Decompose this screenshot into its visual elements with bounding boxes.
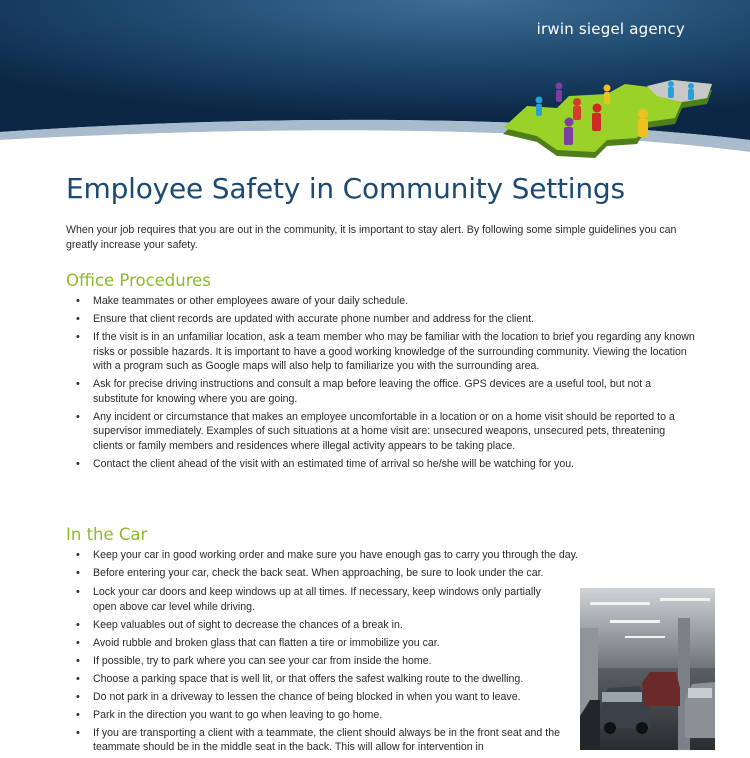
office-procedures-list [66, 294, 696, 475]
page-title: Employee Safety in Community Settings [66, 172, 625, 205]
in-the-car-list [66, 585, 566, 758]
section-heading-office: Office Procedures [66, 271, 211, 290]
list-item: • Do not park in a driveway to lessen the chance of being blocked in when you want to leave. [66, 690, 566, 705]
list-item: • If possible, try to park where you can see your car from inside the home. [66, 654, 566, 669]
intro-paragraph: When your job requires that you are out in the community, it is important to stay alert. By following some simple guidelines you can greatly increase your safety. [66, 224, 677, 251]
list-item: • Any incident or circumstance that makes an employee uncomfortable in a location or on a home visit should be reported to a supervisor immediately. Examples of such situations at a home visit are: unsecured weapons, unsecured pets, threatening clients or family members and residences where illegal activity appears to be taking place. [66, 410, 696, 454]
map-people-graphic [497, 72, 722, 164]
section-heading-car: In the Car [66, 525, 148, 544]
parking-garage-photo [580, 588, 715, 750]
list-item: • Choose a parking space that is well lit, or that offers the safest walking route to the dwelling. [66, 672, 566, 687]
list-item: • Make teammates or other employees aware of your daily schedule. [66, 294, 696, 309]
list-item: • Lock your car doors and keep windows up at all times. If necessary, keep windows only partially open above car level while driving. [66, 585, 566, 614]
list-item: • If the visit is in an unfamiliar location, ask a team member who may be familiar with the location to brief you regarding any known risks or possible hazards. It is important to have a good working knowledge of the surrounding community. Viewing the location with a program such as Google maps will also help to familiarize you with the surrounding area. [66, 330, 696, 374]
list-item: • Avoid rubble and broken glass that can flatten a tire or immobilize you car. [66, 636, 566, 651]
list-item: • Contact the client ahead of the visit with an estimated time of arrival so he/she will be watching for you. [66, 457, 696, 472]
agency-name: irwin siegel agency [536, 20, 685, 38]
list-item: • If you are transporting a client with a teammate, the client should always be in the front seat and the teammate should be in the middle seat in the back. This will allow for intervention in [66, 726, 566, 755]
list-item: • Park in the direction you want to go when leaving to go home. [66, 708, 566, 723]
list-item: • Ask for precise driving instructions and consult a map before leaving the office. GPS devices are a useful tool, but not a substitute for knowing where you are going. [66, 377, 696, 406]
list-item: • Ensure that client records are updated with accurate phone number and address for the client. [66, 312, 696, 327]
list-item: • Keep valuables out of sight to decrease the chances of a break in. [66, 618, 566, 633]
list-item: • Keep your car in good working order and make sure you have enough gas to carry you through the day. [66, 548, 696, 563]
list-item: • Before entering your car, check the back seat. When approaching, be sure to look under the car. [66, 566, 696, 581]
in-the-car-list-top [66, 548, 696, 584]
